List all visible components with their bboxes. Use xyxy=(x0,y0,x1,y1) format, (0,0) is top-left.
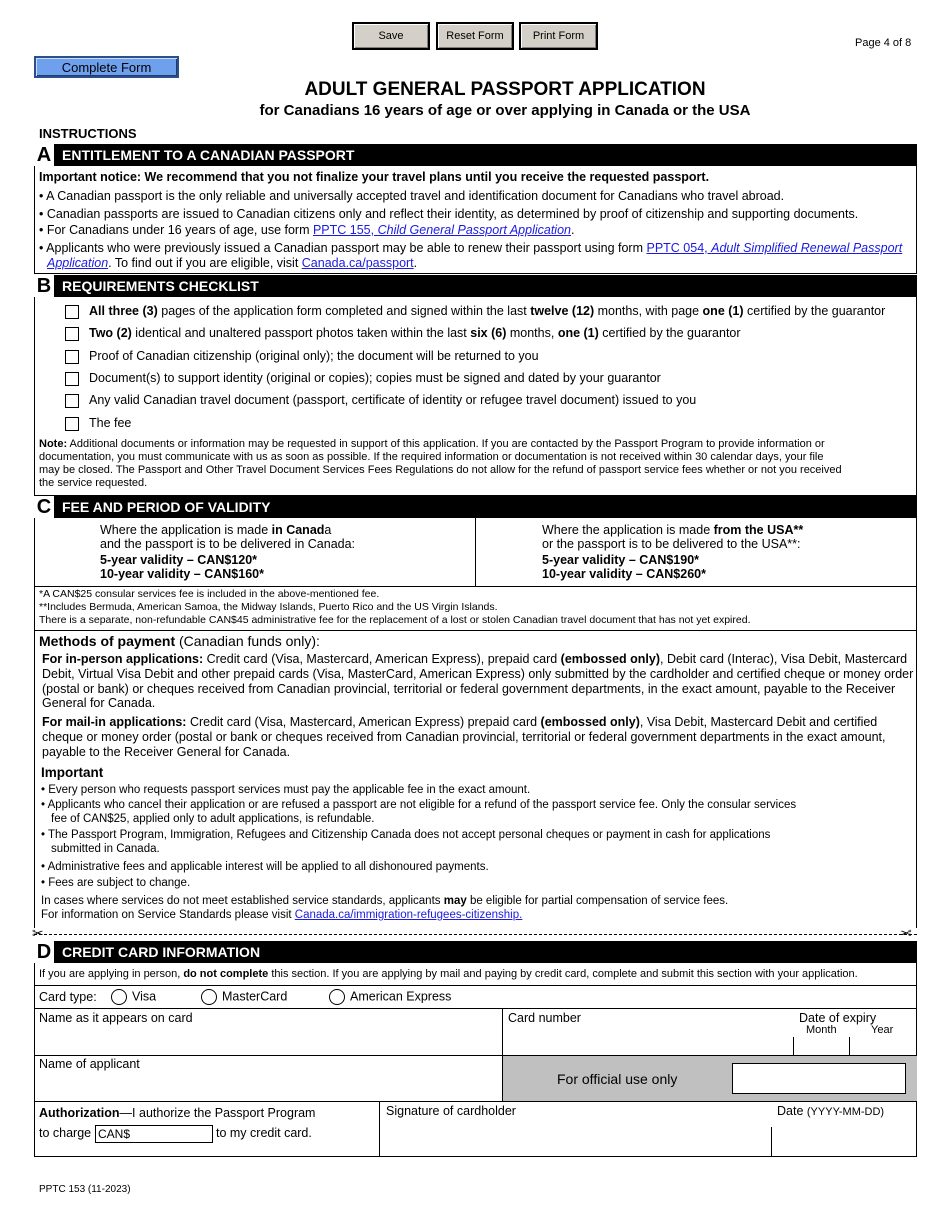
applicant-name-label: Name of applicant xyxy=(39,1057,140,1071)
mail-line2: cheque or money order (postal or bank or cheques received from Canadian provincial, territorial or federal government departments in the exact amount, xyxy=(42,730,886,744)
signature-label: Signature of cardholder xyxy=(386,1104,516,1118)
canada-passport-link[interactable]: Canada.ca/passport xyxy=(301,256,414,270)
card-type-label: Card type: xyxy=(39,990,97,1004)
cut-line xyxy=(34,934,917,935)
bullet-a2: • Canadian passports are issued to Canadian citizens only and reflect their identity, as determined by proof of citizenship and supporting documents. xyxy=(39,207,859,221)
page-subtitle: for Canadians 16 years of age or over applying in Canada or the USA xyxy=(259,102,751,119)
footnote-3: There is a separate, non-refundable CAN$45 administrative fee for the replacement of a lost or stolen Canadian travel document that has not yet expired. xyxy=(39,614,751,626)
row-divider-4 xyxy=(34,1101,917,1102)
fee-usa-line1: Where the application is made from the USA** xyxy=(542,523,804,537)
section-a-title: ENTITLEMENT TO A CANADIAN PASSPORT xyxy=(62,147,355,163)
important-heading: Important xyxy=(41,765,104,780)
bullet-a4-text: • Applicants who were previously issued a Canadian passport may be able to renew their passport using form xyxy=(39,241,647,255)
footnote-1: *A CAN$25 consular services fee is included in the above-mentioned fee. xyxy=(39,588,380,600)
date-tick xyxy=(771,1127,772,1157)
expiry-label: Date of expiry xyxy=(799,1011,877,1025)
card-number-label: Card number xyxy=(508,1011,581,1025)
irc-link[interactable]: Canada.ca/immigration-refugees-citizenship. xyxy=(294,909,523,921)
expiry-year-label: Year xyxy=(871,1024,894,1036)
checklist-item-identity: Document(s) to support identity (original or copies); copies must be signed and dated by your guarantor xyxy=(89,371,661,385)
checkbox-travel-document[interactable] xyxy=(65,394,79,408)
section-c-title: FEE AND PERIOD OF VALIDITY xyxy=(62,499,271,515)
date-input[interactable] xyxy=(775,1125,913,1153)
important-1: • Every person who requests passport services must pay the applicable fee in the exact amount. xyxy=(41,784,531,796)
section-b-title: REQUIREMENTS CHECKLIST xyxy=(62,278,259,294)
important-4: • Administrative fees and applicable interest will be applied to all dishonoured payments. xyxy=(41,861,489,873)
note-line-4: the service requested. xyxy=(39,477,148,489)
fee-usa-5yr: 5-year validity – CAN$190* xyxy=(542,553,700,567)
authorization-text: Authorization—I authorize the Passport Program xyxy=(39,1106,316,1120)
note-line-1: Note: Additional documents or information may be requested in support of this application. If you are contacted by the Passport Program to provide information or xyxy=(39,438,825,450)
inperson-line1: For in-person applications: Credit card (Visa, Mastercard, American Express), prepaid card (embossed only), Debit card (Interac), Visa Debit, Mastercard xyxy=(42,652,908,666)
row-divider-1 xyxy=(34,985,917,986)
card-number-input[interactable] xyxy=(508,1026,788,1052)
section-c-letter: C xyxy=(34,496,56,518)
important-2b: fee of CAN$25, applied only to adult applications, is refundable. xyxy=(51,813,375,825)
page-title: ADULT GENERAL PASSPORT APPLICATION xyxy=(304,79,706,100)
expiry-year-tick xyxy=(849,1037,850,1055)
radio-amex-circle[interactable] xyxy=(329,989,345,1005)
date-label: Date (YYYY-MM-DD) xyxy=(777,1104,885,1118)
bullet-a4 xyxy=(39,241,902,256)
section-d-header xyxy=(34,941,917,963)
fee-canada-line2: and the passport is to be delivered in Canada: xyxy=(100,537,356,551)
pptc054-link[interactable]: PPTC 054, Adult Simplified Renewal Passport xyxy=(646,241,903,255)
fee-table-divider xyxy=(475,518,476,587)
important-2a: • Applicants who cancel their application or are refused a passport are not eligible for a refund of the passport service fee. Only the consular services xyxy=(41,799,797,811)
section-b-letter: B xyxy=(34,275,56,297)
important-notice: Important notice: We recommend that you not finalize your travel plans until you receive the requested passport. xyxy=(39,170,710,184)
bullet-a1: • A Canadian passport is the only reliable and universally accepted travel and identification document for Canadians who travel abroad. xyxy=(39,189,785,203)
mail-line3: payable to the Receiver General for Canada. xyxy=(42,745,291,759)
fee-canada-line1: Where the application is made in Canada xyxy=(100,523,332,537)
instructions-heading: INSTRUCTIONS xyxy=(39,126,137,141)
methods-heading: Methods of payment (Canadian funds only): xyxy=(39,633,320,649)
radio-amex[interactable]: American Express xyxy=(329,989,451,1005)
section-a-letter: A xyxy=(34,144,56,166)
bullet-a4-cont: Application. To find out if you are eligible, visit Canada.ca/passport. xyxy=(47,256,418,270)
expiry-month-input[interactable] xyxy=(795,1036,847,1054)
pptc054-link-cont[interactable]: Application xyxy=(47,256,109,270)
bullet-a3: • For Canadians under 16 years of age, use form PPTC 155, Child General Passport Application. xyxy=(39,223,575,237)
form-code: PPTC 153 (11-2023) xyxy=(39,1184,131,1195)
charge-label: to charge xyxy=(39,1126,92,1140)
fee-canada-10yr: 10-year validity – CAN$160* xyxy=(100,567,264,581)
currency-prefix: CAN$ xyxy=(98,1127,131,1141)
inperson-line4: General for Canada. xyxy=(42,696,156,710)
standards-line1: In cases where services do not meet established service standards, applicants may be eligible for partial compensation of service fees. xyxy=(41,895,729,907)
checklist-item-citizenship: Proof of Canadian citizenship (original only); the document will be returned to you xyxy=(89,349,539,363)
signature-input[interactable] xyxy=(386,1122,766,1154)
official-use-label: For official use only xyxy=(557,1071,678,1087)
reset-form-button[interactable]: Reset Form xyxy=(436,22,514,50)
important-3b: submitted in Canada. xyxy=(51,843,160,855)
row-divider-2 xyxy=(34,1008,917,1009)
scissors-icon: ✂ xyxy=(32,925,44,941)
save-button[interactable]: Save xyxy=(352,22,430,50)
checkbox-photos[interactable] xyxy=(65,327,79,341)
print-form-button[interactable]: Print Form xyxy=(519,22,598,50)
expiry-year-input[interactable] xyxy=(851,1036,913,1054)
radio-mastercard[interactable]: MasterCard xyxy=(201,989,287,1005)
footnote-2: **Includes Bermuda, American Samoa, the Midway Islands, Puerto Rico and the US Virgin Islands. xyxy=(39,601,498,613)
fee-canada-5yr: 5-year validity – CAN$120* xyxy=(100,553,258,567)
section-b-header xyxy=(34,275,917,297)
expiry-month-label: Month xyxy=(806,1024,837,1036)
checkbox-application-pages[interactable] xyxy=(65,305,79,319)
charge-amount-input[interactable] xyxy=(95,1125,213,1143)
radio-mastercard-circle[interactable] xyxy=(201,989,217,1005)
mail-line1: For mail-in applications: Credit card (Visa, Mastercard, American Express) prepaid card (embossed only), Visa Debit, Mastercard Debit and certified xyxy=(42,715,878,729)
fee-usa-line2: or the passport is to be delivered to the USA**: xyxy=(542,537,801,551)
name-on-card-label: Name as it appears on card xyxy=(39,1011,193,1025)
checkbox-fee[interactable] xyxy=(65,417,79,431)
checklist-item-pages: All three (3) pages of the application form completed and signed within the last twelve (12) months, with page one (1) certified by the guarantor xyxy=(89,304,886,318)
inperson-line2: Debit, Virtual Visa Debit and other prepaid cards (Visa, MasterCard, American Express) only submitted by the cardholder and certified cheque or money order xyxy=(42,667,914,681)
section-c-header xyxy=(34,496,917,518)
section-a-body xyxy=(34,166,917,274)
checkbox-identity[interactable] xyxy=(65,372,79,386)
complete-form-button[interactable]: Complete Form xyxy=(34,56,179,78)
note-line-3: may be closed. The Passport and Other Travel Document Services Fees Regulations do not allow for the refund of passport service fees whether or not you received xyxy=(39,464,842,476)
auth-divider xyxy=(379,1101,380,1157)
checklist-item-travel-document: Any valid Canadian travel document (passport, certificate of identity or refugee travel document) issued to you xyxy=(89,393,697,407)
applicant-name-input[interactable] xyxy=(40,1072,495,1098)
bullet-a3-text: • For Canadians under 16 years of age, use form xyxy=(39,223,313,237)
scissors-icon-right: ✂ xyxy=(900,925,912,941)
radio-visa-circle[interactable] xyxy=(111,989,127,1005)
inperson-line3: (postal or bank) or cheques received from Canadian provincial, territorial or federal government departments, in the exact amount, payable to the Receiver xyxy=(42,682,896,696)
name-on-card-input[interactable] xyxy=(40,1026,495,1052)
important-3a: • The Passport Program, Immigration, Refugees and Citizenship Canada does not accept personal cheques or payment in cash for applications xyxy=(41,829,771,841)
credit-card-intro: If you are applying in person, do not complete this section. If you are applying by mail and paying by credit card, complete and submit this section with your application. xyxy=(39,968,858,980)
pptc155-link[interactable]: PPTC 155, Child General Passport Application xyxy=(312,223,571,237)
checkbox-citizenship[interactable] xyxy=(65,350,79,364)
fee-usa-10yr: 10-year validity – CAN$260* xyxy=(542,567,706,581)
radio-visa[interactable]: Visa xyxy=(111,989,156,1005)
note-line-2: documentation, you must communicate with us as soon as possible. If the required information or documentation is not received within 30 calendar days, your file xyxy=(39,451,824,463)
section-a-header xyxy=(34,144,917,166)
section-d-title: CREDIT CARD INFORMATION xyxy=(62,944,261,960)
to-card-label: to my credit card. xyxy=(216,1126,312,1140)
page-number: Page 4 of 8 xyxy=(855,37,912,49)
section-d-letter: D xyxy=(34,941,56,963)
expiry-month-tick xyxy=(793,1037,794,1055)
checklist-item-fee: The fee xyxy=(89,416,132,430)
checklist-item-photos: Two (2) identical and unaltered passport photos taken within the last six (6) months, one (1) certified by the guarantor xyxy=(89,326,741,340)
important-5: • Fees are subject to change. xyxy=(41,877,191,889)
official-use-input[interactable] xyxy=(732,1063,906,1094)
standards-line2: For information on Service Standards please visit Canada.ca/immigration-refugees-citizenship. xyxy=(41,909,523,921)
